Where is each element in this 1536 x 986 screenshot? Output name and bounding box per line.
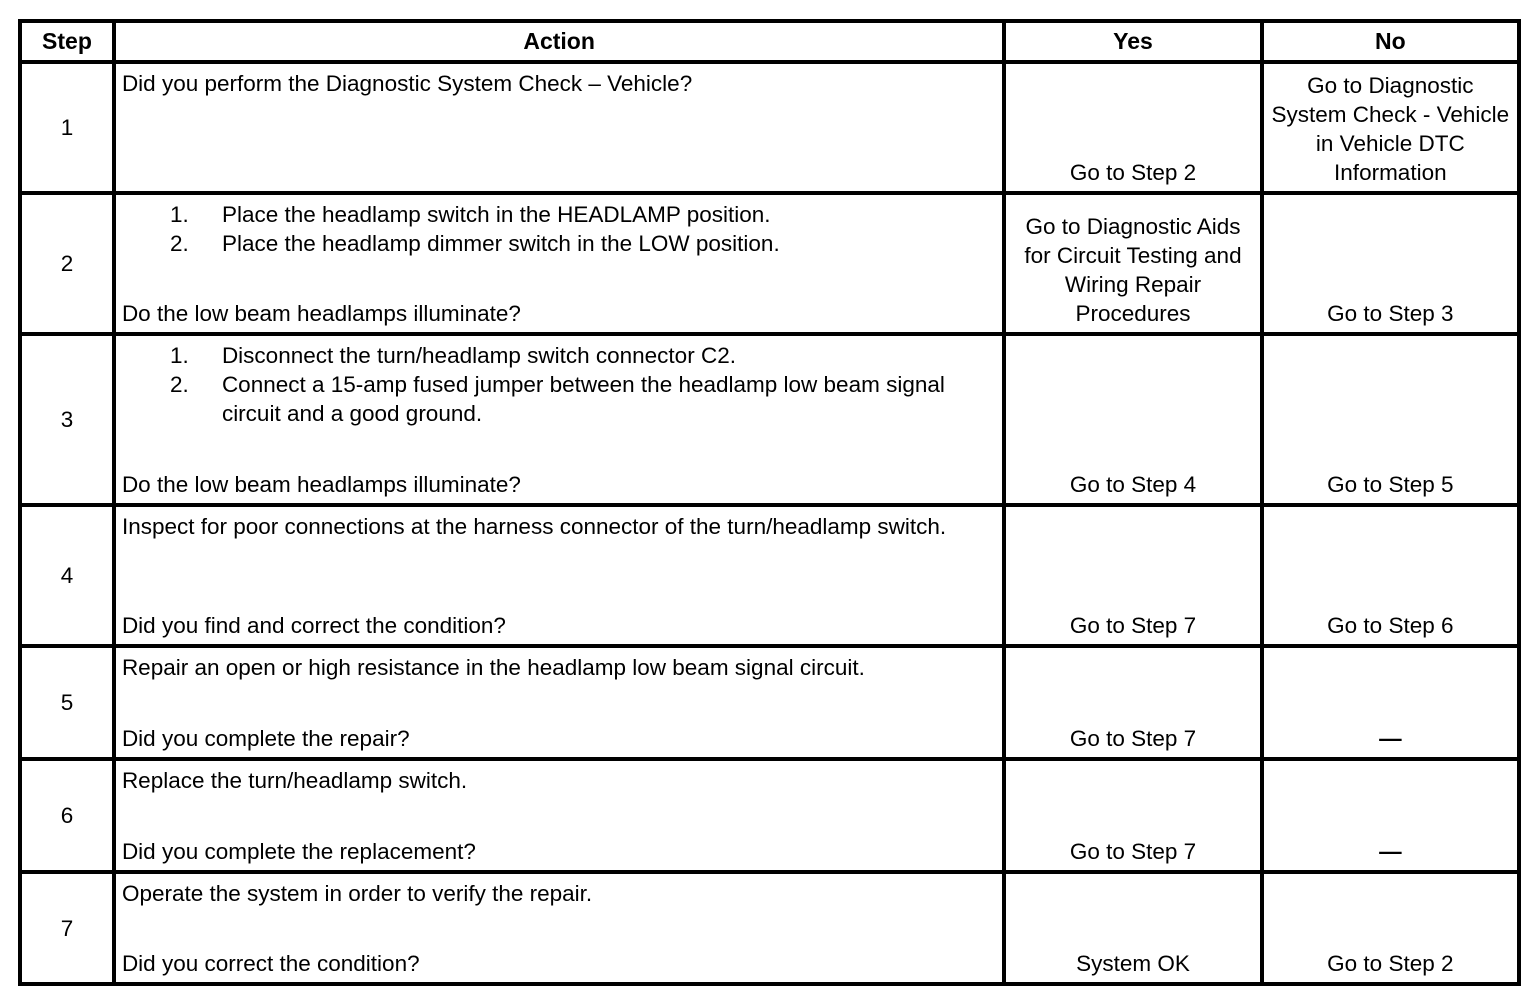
header-no: No — [1262, 21, 1519, 62]
no-result: Go to Diagnostic System Check - Vehicle in Vehicle DTC Information — [1271, 73, 1510, 185]
action-instruction: Did you perform the Diagnostic System Check – Vehicle? — [121, 71, 693, 96]
action-question: Do the low beam headlamps illuminate? — [121, 472, 521, 497]
list-item — [122, 229, 996, 258]
yes-result: Go to Step 4 — [1069, 472, 1197, 497]
table-row — [20, 505, 1519, 646]
header-step: Step — [20, 21, 114, 62]
action-instruction: Operate the system in order to verify the repair. — [121, 881, 593, 906]
list-item — [122, 200, 996, 229]
no-cell — [1262, 505, 1519, 646]
action-cell — [114, 872, 1004, 984]
list-item-text: Place the headlamp switch in the HEADLAMP position. — [221, 202, 771, 227]
yes-result: Go to Step 2 — [1069, 160, 1197, 185]
table-row — [20, 334, 1519, 505]
action-cell — [114, 193, 1004, 334]
no-result: — — [1379, 726, 1402, 751]
action-instruction: Inspect for poor connections at the harness connector of the turn/headlamp switch. — [121, 514, 947, 539]
action-cell — [114, 759, 1004, 872]
action-question: Did you complete the repair? — [121, 726, 410, 751]
action-question: Did you find and correct the condition? — [121, 613, 506, 638]
step-number: 5 — [20, 646, 114, 759]
list-item — [122, 370, 996, 428]
action-question: Did you complete the replacement? — [121, 839, 476, 864]
yes-result: Go to Step 7 — [1069, 839, 1197, 864]
no-cell — [1262, 62, 1519, 193]
no-result: Go to Step 5 — [1327, 472, 1454, 497]
list-item-text: Place the headlamp dimmer switch in the LOW position. — [221, 231, 780, 256]
step-number: 3 — [20, 334, 114, 505]
step-number: 2 — [20, 193, 114, 334]
list-item — [122, 341, 996, 370]
yes-cell — [1004, 62, 1261, 193]
list-item-number: 1. — [169, 343, 189, 368]
no-cell — [1262, 646, 1519, 759]
yes-result: Go to Step 7 — [1069, 613, 1197, 638]
action-steps-list — [122, 341, 996, 428]
action-question: Did you correct the condition? — [121, 951, 420, 976]
step-number: 6 — [20, 759, 114, 872]
step-number: 1 — [20, 62, 114, 193]
step-number: 7 — [20, 872, 114, 984]
header-action: Action — [114, 21, 1004, 62]
no-result: Go to Step 6 — [1327, 613, 1454, 638]
yes-result: System OK — [1076, 951, 1190, 976]
no-result: Go to Step 2 — [1327, 951, 1454, 976]
no-cell — [1262, 872, 1519, 984]
no-cell — [1262, 759, 1519, 872]
yes-result: Go to Step 7 — [1069, 726, 1197, 751]
diagnostic-table — [18, 19, 1521, 986]
yes-cell — [1004, 872, 1261, 984]
header-row — [20, 21, 1519, 62]
header-yes: Yes — [1004, 21, 1261, 62]
action-instruction: Replace the turn/headlamp switch. — [121, 768, 468, 793]
action-instruction: Repair an open or high resistance in the headlamp low beam signal circuit. — [121, 655, 865, 680]
yes-result: Go to Diagnostic Aids for Circuit Testing and Wiring Repair Procedures — [1024, 214, 1242, 326]
table-row — [20, 759, 1519, 872]
table-row — [20, 62, 1519, 193]
yes-cell — [1004, 334, 1261, 505]
step-number: 4 — [20, 505, 114, 646]
action-cell — [114, 62, 1004, 193]
action-cell — [114, 505, 1004, 646]
list-item-number: 2. — [169, 231, 189, 256]
action-cell — [114, 646, 1004, 759]
action-steps-list — [122, 200, 996, 258]
list-item-number: 2. — [169, 372, 189, 397]
table-row — [20, 872, 1519, 984]
yes-cell — [1004, 505, 1261, 646]
yes-cell — [1004, 646, 1261, 759]
yes-cell — [1004, 759, 1261, 872]
list-item-number: 1. — [169, 202, 189, 227]
list-item-text: Connect a 15-amp fused jumper between the headlamp low beam signal circuit and a good ground. — [221, 372, 945, 426]
table-row — [20, 193, 1519, 334]
action-cell — [114, 334, 1004, 505]
no-result: Go to Step 3 — [1327, 301, 1454, 326]
no-result: — — [1379, 839, 1402, 864]
no-cell — [1262, 334, 1519, 505]
yes-cell — [1004, 193, 1261, 334]
no-cell — [1262, 193, 1519, 334]
list-item-text: Disconnect the turn/headlamp switch connector C2. — [221, 343, 736, 368]
table-row — [20, 646, 1519, 759]
action-question: Do the low beam headlamps illuminate? — [121, 301, 521, 326]
